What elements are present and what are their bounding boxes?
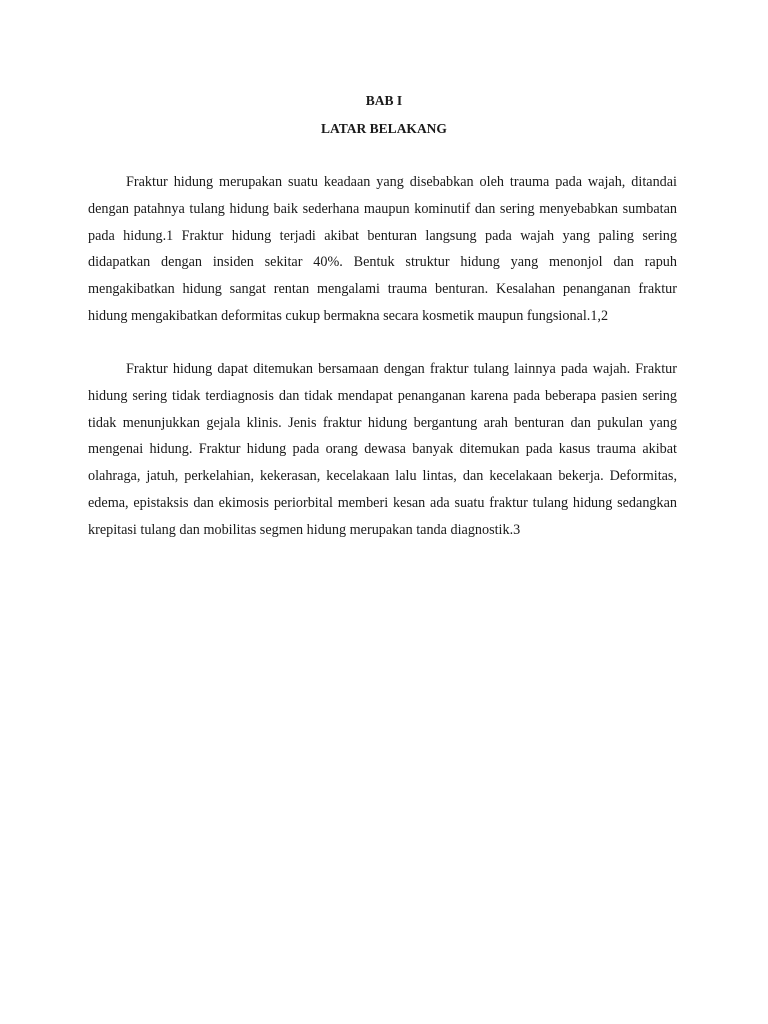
paragraph-2: Fraktur hidung dapat ditemukan bersamaan dengan fraktur tulang lainnya pada wajah. Fraktur hidung sering tidak terdiagnosis dan tidak mendapat penanganan karena pada beberapa pasien sering tidak menunjukkan gejala klinis. Jenis fraktur hidung bergantung arah benturan dan pukulan yang mengenai hidung. Fraktur hidung pada orang dewasa banyak ditemukan pada kasus trauma akibat olahraga, jatuh, perkelahian, kekerasan, kecelakaan lalu lintas, dan kecelakaan bekerja. Deformitas, edema, epistaksis dan ekimosis periorbital memberi kesan ada suatu fraktur tulang hidung sedangkan krepitasi tulang dan mobilitas segmen hidung merupakan tanda diagnostik.3 [88,361,677,538]
chapter-title: LATAR BELAKANG [321,121,447,136]
chapter-heading: BAB I [365,93,403,108]
paragraph-1: Fraktur hidung merupakan suatu keadaan yang disebabkan oleh trauma pada wajah, ditandai dengan patahnya tulang hidung baik sederhana maupun kominutif dan sering menyebabkan sumbatan pada hidung.1 Fraktur hidung terjadi akibat benturan langsung pada wajah yang paling sering didapatkan dengan insiden sekitar 40%. Bentuk struktur hidung yang menonjol dan rapuh mengakibatkan hidung sangat rentan mengalami trauma benturan. Kesalahan penanganan fraktur hidung mengakibatkan deformitas cukup bermakna secara kosmetik maupun fungsional.1,2 [88,174,677,324]
paragraph-1-block [88,169,677,330]
paragraph-2-block [88,356,677,544]
